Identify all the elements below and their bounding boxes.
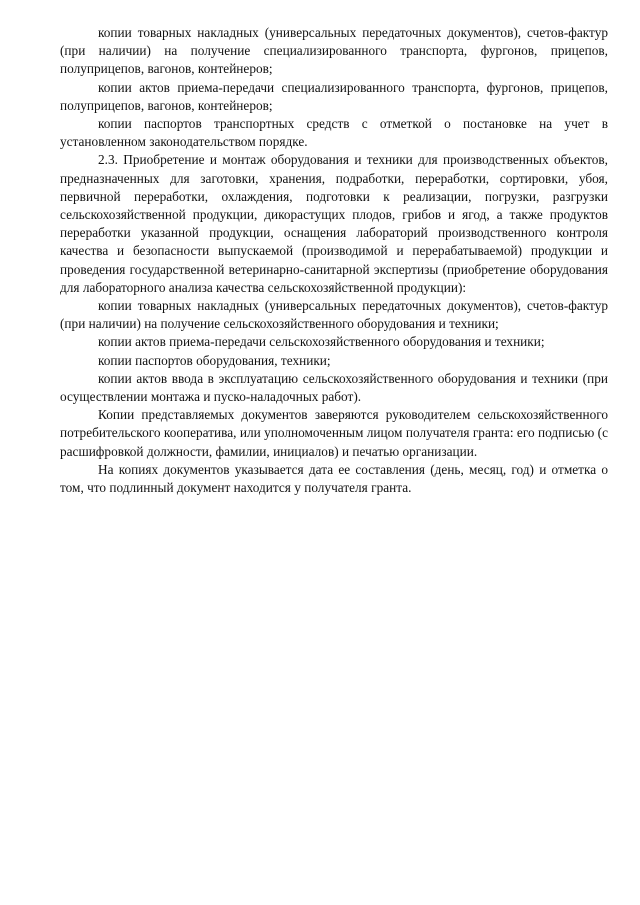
paragraph-acceptance-acts-equipment: копии актов приема-передачи сельскохозяйственного оборудования и техники; [98, 334, 545, 350]
paragraph-vehicle-passports: копии паспортов транспортных средств с отметкой о постановке на учет в установленном законодательством порядке. [60, 116, 608, 150]
paragraph-date-note: На копиях документов указывается дата ее составления (день, месяц, год) и отметка о том, что подлинный документ находится у получателя гранта. [60, 461, 608, 496]
paragraph-acceptance-acts-transport: копии актов приема-передачи специализированного транспорта, фургонов, прицепов, полуприцепов, вагонов, контейнеров; [60, 79, 608, 113]
paragraph-section-2-3: 2.3. Приобретение и монтаж оборудования и техники для производственных объектов, предназначенных для заготовки, хранения, подработки, переработки, сортировки, убоя, первичной переработки, охлаждения, подготовки к реализации, погрузки, разгрузки сельскохозяйственной продукции, дикорастущих плодов, грибов и ягод, а также продуктов переработки указанной продукции, оснащения лабораторий производственного контроля качества и безопасности выпускаемой (производимой и перерабатываемой) продукции и проведения государственной ветеринарно-санитарной экспертизы (приобретение оборудования для лабораторного анализа качества сельскохозяйственной продукции): [60, 152, 608, 295]
document-body [60, 24, 608, 497]
paragraph-equipment-passports: копии паспортов оборудования, техники; [98, 352, 331, 368]
paragraph-certification: Копии представляемых документов заверяются руководителем сельскохозяйственного потребительского кооператива, или уполномоченным лицом получателя гранта: его подписью (с расшифровкой должности, фамилии, инициалов) и печатью организации. [60, 407, 608, 459]
paragraph-commissioning-acts: копии актов ввода в эксплуатацию сельскохозяйственного оборудования и техники (при осуществлении монтажа и пуско-наладочных работ). [60, 370, 608, 405]
paragraph-waybills-transport: копии товарных накладных (универсальных передаточных документов), счетов-фактур (при наличии) на получение специализированного транспорта, фургонов, прицепов, полуприцепов, вагонов, контейнеров; [60, 25, 608, 77]
paragraph-waybills-equipment: копии товарных накладных (универсальных передаточных документов), счетов-фактур (при наличии) на получение сельскохозяйственного оборудования и техники; [60, 298, 608, 332]
